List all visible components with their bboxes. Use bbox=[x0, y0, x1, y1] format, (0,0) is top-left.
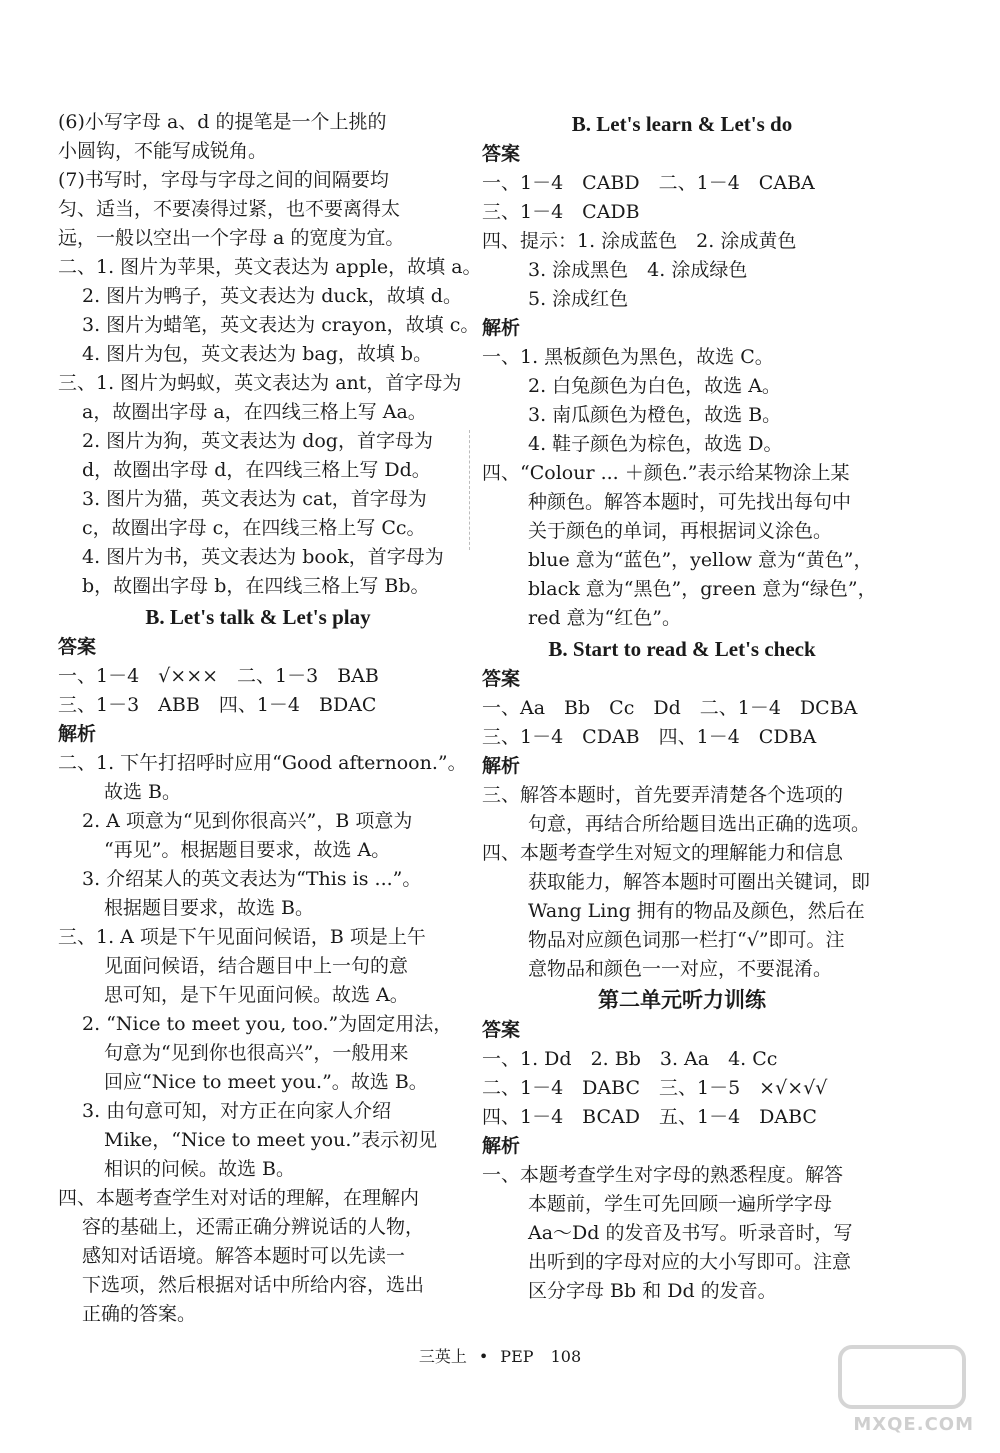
right-column bbox=[482, 108, 882, 1306]
section-label: 解析 bbox=[482, 755, 521, 777]
text-line: 四、“Colour ... ＋颜色.”表示给某物涂上某 bbox=[482, 462, 850, 484]
footer-dot: • bbox=[478, 1347, 489, 1366]
text-line: 一、1. 黑板颜色为黑色，故选 C。 bbox=[482, 346, 774, 368]
text-line: 四、本题考查学生对短文的理解能力和信息 bbox=[482, 842, 844, 864]
text-line: 2. A 项意为“见到你很高兴”，B 项意为 bbox=[82, 810, 413, 832]
text-line: Aa～Dd 的发音及书写。听录音时，写 bbox=[528, 1222, 853, 1244]
text-line: 意物品和颜色一一对应，不要混淆。 bbox=[528, 958, 833, 980]
text-line: 句意为“见到你也很高兴”，一般用来 bbox=[104, 1042, 409, 1064]
section-label: 答案 bbox=[482, 143, 521, 165]
text-line: red 意为“红色”。 bbox=[528, 607, 681, 629]
text-line: 3. 由句意可知，对方正在向家人介绍 bbox=[82, 1100, 392, 1122]
text-line: Mike，“Nice to meet you.”表示初见 bbox=[104, 1129, 438, 1151]
text-line: “再见”。根据题目要求，故选 A。 bbox=[104, 839, 391, 861]
text-line: 2. 白兔颜色为白色，故选 A。 bbox=[528, 375, 781, 397]
text-line: 一、1－4 √××× 二、1－3 BAB bbox=[58, 665, 379, 687]
text-line: 三、1－4 CDAB 四、1－4 CDBA bbox=[482, 726, 817, 748]
page-number: 108 bbox=[550, 1347, 582, 1366]
section-label: 答案 bbox=[58, 636, 97, 658]
text-line: 4. 图片为包，英文表达为 bag，故填 b。 bbox=[82, 343, 433, 365]
text-line: 3. 图片为蜡笔，英文表达为 crayon，故填 c。 bbox=[82, 314, 480, 336]
text-line: 见面问候语，结合题目中上一句的意 bbox=[104, 955, 409, 977]
text-line: 感知对话语境。解答本题时可以先读一 bbox=[82, 1245, 406, 1267]
text-line: 2. 图片为鸭子，英文表达为 duck，故填 d。 bbox=[82, 285, 462, 307]
text-line: 二、1. 下午打招呼时应用“Good afternoon.”。 bbox=[58, 752, 467, 774]
text-line: 2. “Nice to meet you, too.”为固定用法， bbox=[82, 1013, 453, 1035]
text-line: 故选 B。 bbox=[104, 781, 182, 803]
text-line: 四、提示：1. 涂成蓝色 2. 涂成黄色 bbox=[482, 230, 797, 252]
watermark-logo-icon bbox=[838, 1345, 966, 1409]
text-line: c，故圈出字母 c，在四线三格上写 Cc。 bbox=[82, 517, 426, 539]
footer-subject: 三英上 bbox=[418, 1347, 467, 1366]
text-line: 4. 图片为书，英文表达为 book，首字母为 bbox=[82, 546, 444, 568]
section-title: B. Let's learn & Let's do bbox=[571, 112, 793, 136]
text-line: b，故圈出字母 b，在四线三格上写 Bb。 bbox=[82, 575, 430, 597]
text-line: 3. 南瓜颜色为橙色，故选 B。 bbox=[528, 404, 782, 426]
text-line: 回应“Nice to meet you.”。故选 B。 bbox=[104, 1071, 428, 1093]
section-label: 答案 bbox=[482, 1019, 521, 1041]
text-line: 一、Aa Bb Cc Dd 二、1－4 DCBA bbox=[482, 697, 858, 719]
text-line: 二、1－4 DABC 三、1－5 ×√×√√ bbox=[482, 1077, 828, 1099]
section-title: 第二单元听力训练 bbox=[598, 988, 766, 1012]
footer-edition: PEP bbox=[500, 1347, 534, 1366]
text-line: 本题前，学生可先回顾一遍所学字母 bbox=[528, 1193, 833, 1215]
text-line: 二、1. 图片为苹果，英文表达为 apple，故填 a。 bbox=[58, 256, 482, 278]
watermark-text: MXQE.COM bbox=[853, 1414, 974, 1435]
text-line: 3. 图片为猫，英文表达为 cat，首字母为 bbox=[82, 488, 427, 510]
text-line: 2. 图片为狗，英文表达为 dog，首字母为 bbox=[82, 430, 433, 452]
text-line: 三、1－3 ABB 四、1－4 BDAC bbox=[58, 694, 377, 716]
text-line: 三、1－4 CADB bbox=[482, 201, 640, 223]
text-line: 四、本题考查学生对对话的理解，在理解内 bbox=[58, 1187, 420, 1209]
text-line: a，故圈出字母 a，在四线三格上写 Aa。 bbox=[82, 401, 427, 423]
text-line: 3. 涂成黑色 4. 涂成绿色 bbox=[528, 259, 748, 281]
text-line: 正确的答案。 bbox=[82, 1303, 197, 1325]
text-line: 3. 介绍某人的英文表达为“This is ...”。 bbox=[82, 868, 422, 890]
text-line: 相识的问候。故选 B。 bbox=[104, 1158, 296, 1180]
text-line: 三、1. 图片为蚂蚁，英文表达为 ant，首字母为 bbox=[58, 372, 462, 394]
text-line: blue 意为“蓝色”，yellow 意为“黄色”， bbox=[528, 549, 873, 571]
left-column bbox=[58, 108, 482, 1329]
text-line: Wang Ling 拥有的物品及颜色，然后在 bbox=[528, 900, 865, 922]
text-line: 获取能力，解答本题时可圈出关键词，即 bbox=[528, 871, 871, 893]
text-line: 出听到的字母对应的大小写即可。注意 bbox=[528, 1251, 852, 1273]
text-line: (6)小写字母 a、d 的提笔是一个上挑的 bbox=[58, 111, 387, 133]
watermark bbox=[834, 1345, 974, 1435]
text-line: 句意，再结合所给题目选出正确的选项。 bbox=[528, 813, 871, 835]
text-line: 种颜色。解答本题时，可先找出每句中 bbox=[528, 491, 852, 513]
text-line: 关于颜色的单词，再根据词义涂色。 bbox=[528, 520, 833, 542]
text-line: 远，一般以空出一个字母 a 的宽度为宜。 bbox=[58, 227, 405, 249]
text-line: 小圆钩，不能写成锐角。 bbox=[58, 140, 268, 162]
text-line: 思可知，是下午见面问候。故选 A。 bbox=[104, 984, 409, 1006]
text-line: 一、本题考查学生对字母的熟悉程度。解答 bbox=[482, 1164, 844, 1186]
text-line: d，故圈出字母 d，在四线三格上写 Dd。 bbox=[82, 459, 431, 481]
text-line: 三、解答本题时，首先要弄清楚各个选项的 bbox=[482, 784, 844, 806]
text-line: 一、1. Dd 2. Bb 3. Aa 4. Cc bbox=[482, 1048, 778, 1070]
section-label: 答案 bbox=[482, 668, 521, 690]
text-line: 四、1－4 BCAD 五、1－4 DABC bbox=[482, 1106, 817, 1128]
section-label: 解析 bbox=[58, 723, 97, 745]
column-divider bbox=[469, 430, 470, 550]
text-line: 区分字母 Bb 和 Dd 的发音。 bbox=[528, 1280, 777, 1302]
text-line: 一、1－4 CABD 二、1－4 CABA bbox=[482, 172, 815, 194]
text-line: 下选项，然后根据对话中所给内容，选出 bbox=[82, 1274, 425, 1296]
text-line: black 意为“黑色”，green 意为“绿色”， bbox=[528, 578, 877, 600]
text-line: 4. 鞋子颜色为棕色，故选 D。 bbox=[528, 433, 783, 455]
text-line: 物品对应颜色词那一栏打“√”即可。注 bbox=[528, 929, 845, 951]
section-title: B. Start to read & Let's check bbox=[548, 637, 816, 661]
section-title: B. Let's talk & Let's play bbox=[145, 605, 371, 629]
text-line: 匀、适当，不要凑得过紧，也不要离得太 bbox=[58, 198, 401, 220]
text-line: 容的基础上，还需正确分辨说话的人物， bbox=[82, 1216, 425, 1238]
text-line: 5. 涂成红色 bbox=[528, 288, 629, 310]
text-line: (7)书写时，字母与字母之间的间隔要均 bbox=[58, 169, 389, 191]
section-label: 解析 bbox=[482, 317, 521, 339]
section-label: 解析 bbox=[482, 1135, 521, 1157]
text-line: 根据题目要求，故选 B。 bbox=[104, 897, 315, 919]
text-line: 三、1. A 项是下午见面问候语，B 项是上午 bbox=[58, 926, 426, 948]
